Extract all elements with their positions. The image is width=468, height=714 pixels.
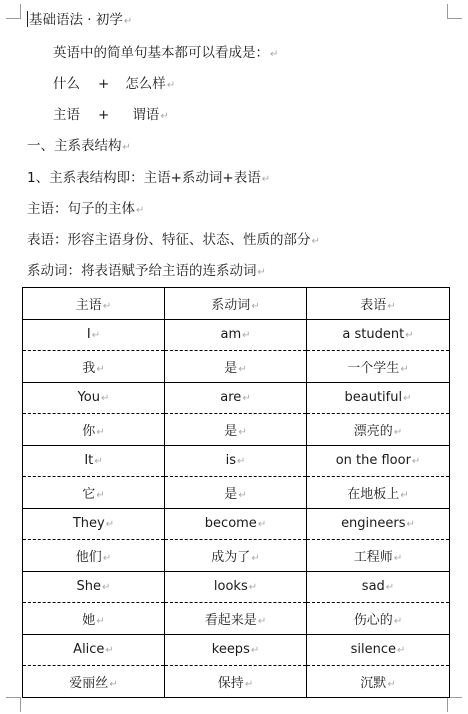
table-cell[interactable]: 是↵ <box>165 414 307 446</box>
section-heading: 一、主系表结构 <box>27 138 122 154</box>
table-cell[interactable]: beautiful↵ <box>307 382 450 414</box>
crop-mark-bottom-right <box>447 697 462 712</box>
subject-definition-line[interactable] <box>27 200 144 220</box>
table-cell[interactable]: You↵ <box>23 382 165 414</box>
formula-1-right: 怎么样 <box>125 76 166 92</box>
formula-line-2[interactable] <box>53 106 169 126</box>
table-cell[interactable]: 在地板上↵ <box>307 477 450 509</box>
table-cell[interactable]: is↵ <box>165 445 307 477</box>
table-row-chinese <box>23 351 450 383</box>
formula-1-plus: + <box>98 76 110 92</box>
text-cursor <box>27 11 28 27</box>
table-cell[interactable]: 他们↵ <box>23 540 165 572</box>
table-row-chinese <box>23 540 450 572</box>
table-cell[interactable]: are↵ <box>165 382 307 414</box>
formula-2-left: 主语 <box>53 107 80 123</box>
paragraph-mark: ↵ <box>123 16 133 27</box>
table-cell[interactable]: looks↵ <box>165 571 307 603</box>
table-cell[interactable]: I↵ <box>23 319 165 351</box>
table-cell[interactable]: She↵ <box>23 571 165 603</box>
table-cell[interactable]: am↵ <box>165 319 307 351</box>
table-cell[interactable]: They↵ <box>23 508 165 540</box>
document-title-line[interactable] <box>27 11 132 31</box>
formula-2-plus: + <box>98 107 110 123</box>
table-cell[interactable]: 成为了↵ <box>165 540 307 572</box>
item-1-text: 1、主系表结构即：主语+系动词+表语 <box>27 170 261 186</box>
linking-verb-definition-line[interactable] <box>27 262 266 282</box>
table-header-row <box>23 288 450 320</box>
table-cell[interactable]: Alice↵ <box>23 634 165 666</box>
table-row-english <box>23 508 450 540</box>
table-cell[interactable]: become↵ <box>165 508 307 540</box>
table-row-english <box>23 571 450 603</box>
table-row-english <box>23 319 450 351</box>
table-row-chinese <box>23 414 450 446</box>
table-cell[interactable]: 一个学生↵ <box>307 351 450 383</box>
table-row-english <box>23 445 450 477</box>
header-linking-verb[interactable]: 系动词↵ <box>165 288 307 320</box>
sentence-structure-table <box>22 287 450 698</box>
table-cell[interactable]: 爱丽丝↵ <box>23 666 165 698</box>
item-1-line[interactable] <box>27 169 270 189</box>
table-cell[interactable]: 伤心的↵ <box>307 603 450 635</box>
header-subject[interactable]: 主语↵ <box>23 288 165 320</box>
table-row-english <box>23 382 450 414</box>
paragraph-mark: ↵ <box>166 80 176 91</box>
table-cell[interactable]: 你↵ <box>23 414 165 446</box>
table-cell[interactable]: silence↵ <box>307 634 450 666</box>
paragraph-mark: ↵ <box>257 267 266 278</box>
table-cell[interactable]: a student↵ <box>307 319 450 351</box>
paragraph-mark: ↵ <box>160 111 169 122</box>
paragraph-mark: ↵ <box>311 236 320 247</box>
predicative-definition-line[interactable] <box>27 231 320 251</box>
intro-text: 英语中的简单句基本都可以看成是： <box>53 45 269 61</box>
intro-line[interactable] <box>53 44 278 64</box>
crop-mark-top-right <box>447 4 462 19</box>
linking-verb-definition: 系动词：将表语赋予给主语的连系动词 <box>27 263 257 279</box>
formula-2-right: 谓语 <box>132 107 160 123</box>
table-cell[interactable]: 是↵ <box>165 351 307 383</box>
table-cell[interactable]: 是↵ <box>165 477 307 509</box>
table-cell[interactable]: sad↵ <box>307 571 450 603</box>
table-row-chinese <box>23 603 450 635</box>
section-heading-line[interactable] <box>27 137 131 157</box>
table-cell[interactable]: 看起来是↵ <box>165 603 307 635</box>
table-row-chinese <box>23 666 450 698</box>
crop-mark-bottom-left <box>6 697 21 712</box>
paragraph-mark: ↵ <box>136 205 145 216</box>
crop-mark-top-left <box>6 4 21 19</box>
header-predicative[interactable]: 表语↵ <box>307 288 450 320</box>
predicative-definition: 表语：形容主语身份、特征、状态、性质的部分 <box>27 232 311 248</box>
table-cell[interactable]: 沉默↵ <box>307 666 450 698</box>
table-cell[interactable]: engineers↵ <box>307 508 450 540</box>
table-row-english <box>23 634 450 666</box>
table-row-chinese <box>23 477 450 509</box>
table-cell[interactable]: 我↵ <box>23 351 165 383</box>
table-cell[interactable]: 她↵ <box>23 603 165 635</box>
table-cell[interactable]: 工程师↵ <box>307 540 450 572</box>
table-cell[interactable]: 它↵ <box>23 477 165 509</box>
table-cell[interactable]: It↵ <box>23 445 165 477</box>
paragraph-mark: ↵ <box>122 142 131 153</box>
formula-line-1[interactable] <box>53 75 175 95</box>
paragraph-mark: ↵ <box>261 174 271 185</box>
table-cell[interactable]: keeps↵ <box>165 634 307 666</box>
table-cell[interactable]: 保持↵ <box>165 666 307 698</box>
table-cell[interactable]: 漂亮的↵ <box>307 414 450 446</box>
subject-definition: 主语：句子的主体 <box>27 201 135 217</box>
table-cell[interactable]: on the floor↵ <box>307 445 450 477</box>
document-title: 基础语法 · 初学 <box>29 12 123 28</box>
paragraph-mark: ↵ <box>270 49 279 60</box>
formula-1-left: 什么 <box>53 76 80 92</box>
